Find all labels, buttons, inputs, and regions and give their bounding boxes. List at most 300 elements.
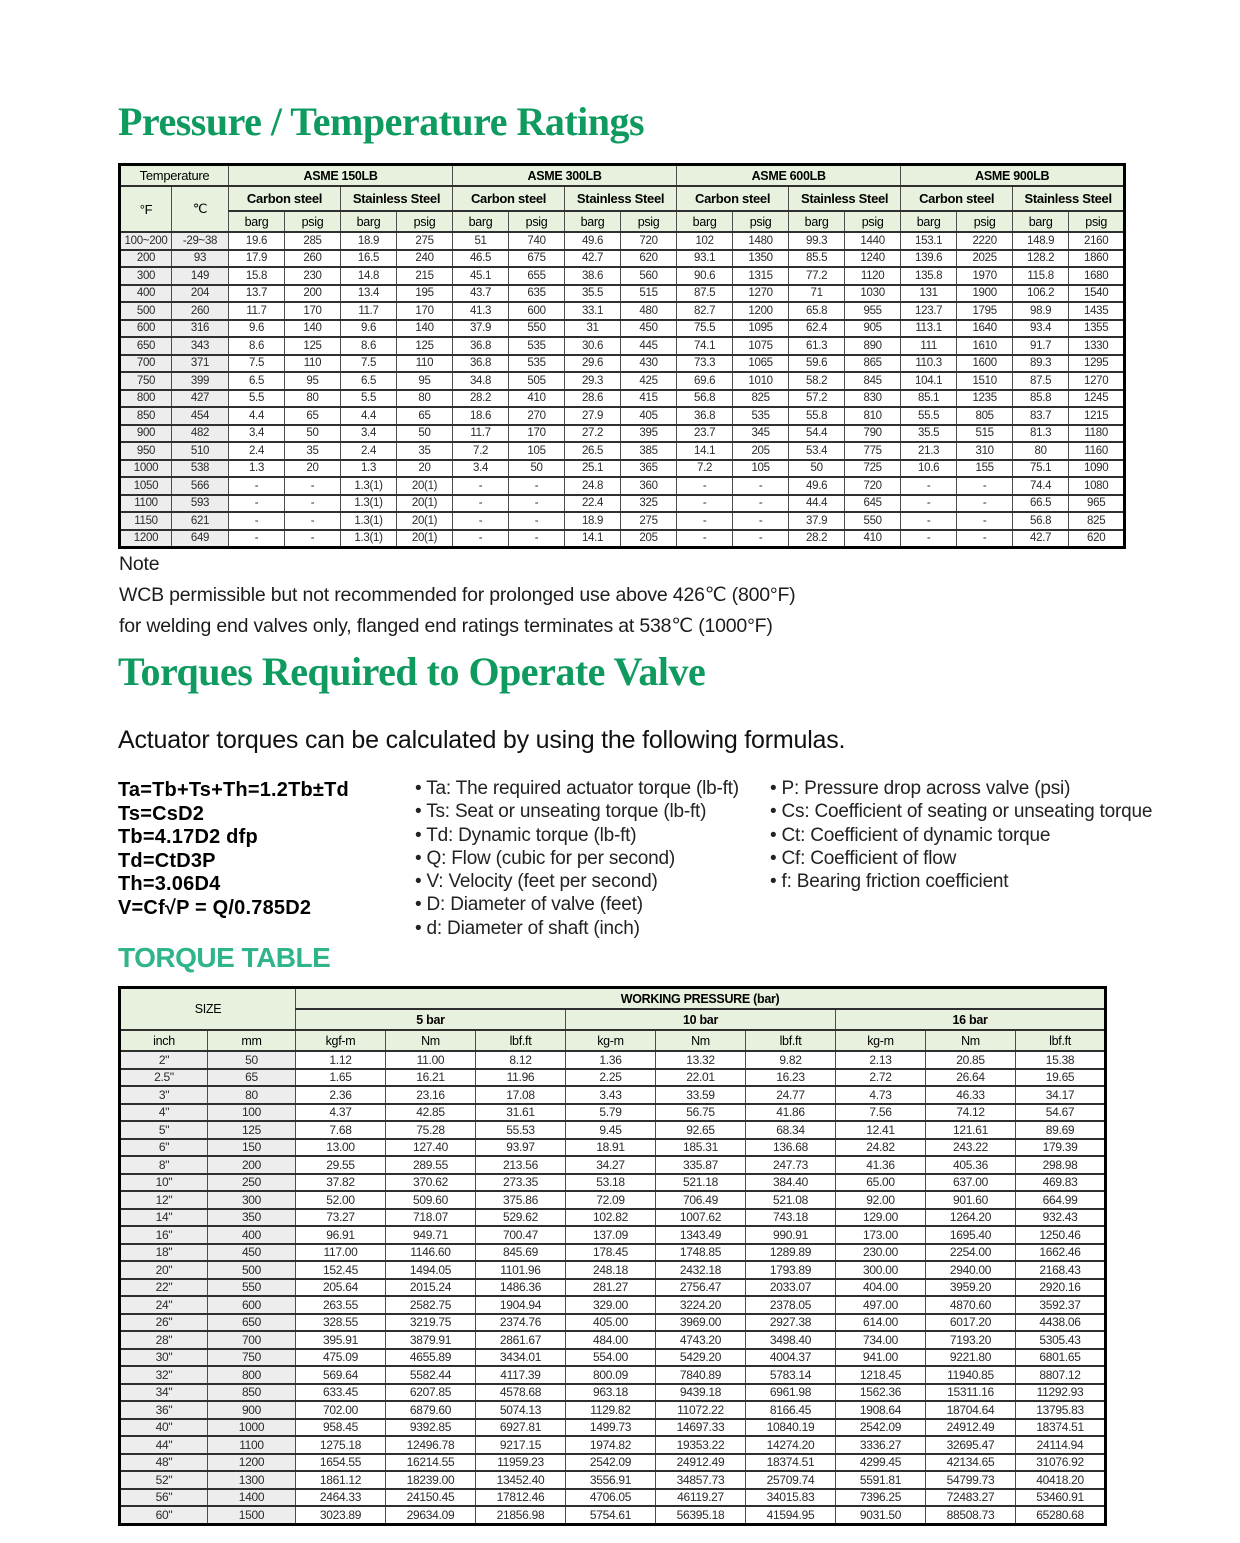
tq-value: 22.01	[656, 1069, 746, 1087]
pt-value: 535	[509, 337, 565, 355]
pt-value: 2025	[957, 250, 1013, 268]
pt-header-unit: barg	[565, 211, 621, 232]
pt-value: -	[677, 512, 733, 530]
tq-value: 1129.82	[566, 1401, 656, 1419]
pt-value: 9.6	[229, 320, 285, 338]
pt-value: -	[677, 477, 733, 495]
formula-line: Tb=4.17D2 dfp	[118, 826, 258, 849]
tq-value: 633.45	[296, 1384, 386, 1402]
tq-size-inch: 48"	[120, 1454, 208, 1472]
tq-value: 484.00	[566, 1331, 656, 1349]
tq-value: 4655.89	[386, 1349, 476, 1367]
tq-value: 53460.91	[1016, 1489, 1106, 1507]
tq-row	[120, 1086, 1106, 1104]
tq-size-inch: 12"	[120, 1191, 208, 1209]
tq-value: 18374.51	[746, 1454, 836, 1472]
tq-value: 15.38	[1016, 1051, 1106, 1069]
pt-value: 1.3(1)	[341, 530, 397, 548]
pt-temp-f: 200	[120, 250, 172, 268]
pt-value: 139.6	[901, 250, 957, 268]
pt-value: 56.8	[1013, 512, 1069, 530]
pt-value: 8.6	[229, 337, 285, 355]
pt-temp-f: 700	[120, 355, 172, 373]
pt-value: 20	[397, 460, 453, 478]
tq-value: 2378.05	[746, 1296, 836, 1314]
tq-value: 46119.27	[656, 1489, 746, 1507]
tq-value: 54799.73	[926, 1471, 1016, 1489]
tq-value: 117.00	[296, 1244, 386, 1262]
pt-value: 23.7	[677, 425, 733, 443]
pt-value: 720	[845, 477, 901, 495]
pt-temp-c: 427	[172, 390, 229, 408]
tq-value: 1250.46	[1016, 1226, 1106, 1244]
tq-value: 6879.60	[386, 1401, 476, 1419]
tq-value: 14274.20	[746, 1436, 836, 1454]
pt-temp-c: 343	[172, 337, 229, 355]
pt-value: 560	[621, 267, 677, 285]
pt-value: 11.7	[453, 425, 509, 443]
pt-value: 43.7	[453, 285, 509, 303]
pt-value: 275	[621, 512, 677, 530]
tq-value: 13.00	[296, 1139, 386, 1157]
pt-value: 75.1	[1013, 460, 1069, 478]
tq-value: 136.68	[746, 1139, 836, 1157]
tq-value: 475.09	[296, 1349, 386, 1367]
pt-value: 550	[845, 512, 901, 530]
tq-row	[120, 1069, 1106, 1087]
tq-value: 26.64	[926, 1069, 1016, 1087]
pt-value: 54.4	[789, 425, 845, 443]
pt-value: 1600	[957, 355, 1013, 373]
pt-value: 80	[1013, 442, 1069, 460]
pt-value: 131	[901, 285, 957, 303]
tq-value: 3969.00	[656, 1314, 746, 1332]
pt-value: 45.1	[453, 267, 509, 285]
pt-value: 49.6	[565, 232, 621, 250]
tq-value: 72483.27	[926, 1489, 1016, 1507]
tq-row	[120, 1296, 1106, 1314]
pt-value: 1240	[845, 250, 901, 268]
tq-value: 42134.65	[926, 1454, 1016, 1472]
pt-value: 1350	[733, 250, 789, 268]
pt-value: 1440	[845, 232, 901, 250]
tq-size-inch: 18"	[120, 1244, 208, 1262]
tq-value: 1861.12	[296, 1471, 386, 1489]
pt-value: 42.7	[565, 250, 621, 268]
pt-value: 325	[621, 495, 677, 513]
tq-value: 1908.64	[836, 1401, 926, 1419]
pt-value: 93.1	[677, 250, 733, 268]
tq-value: 31.61	[476, 1104, 566, 1122]
pt-value: 35	[397, 442, 453, 460]
pt-value: -	[509, 512, 565, 530]
pt-header-row-groups	[120, 165, 1125, 187]
tq-value: 9221.80	[926, 1349, 1016, 1367]
tq-value: 3023.89	[296, 1506, 386, 1524]
tq-size-mm: 65	[208, 1069, 296, 1087]
pt-value: -	[509, 530, 565, 548]
tq-value: 1904.94	[476, 1296, 566, 1314]
tq-value: 718.07	[386, 1209, 476, 1227]
pt-value: 1030	[845, 285, 901, 303]
tq-value: 1289.89	[746, 1244, 836, 1262]
tq-size-mm: 350	[208, 1209, 296, 1227]
tq-value: 7.56	[836, 1104, 926, 1122]
torque-table-body	[120, 1051, 1106, 1524]
pt-value: 1180	[1069, 425, 1125, 443]
pt-value: 515	[957, 425, 1013, 443]
pt-temp-f: 1100	[120, 495, 172, 513]
tq-header-unit: Nm	[656, 1030, 746, 1051]
pt-value: -	[901, 530, 957, 548]
pt-value: 1510	[957, 372, 1013, 390]
pt-value: 395	[621, 425, 677, 443]
pt-value: 16.5	[341, 250, 397, 268]
pt-temp-f: 100~200	[120, 232, 172, 250]
tq-value: 3434.01	[476, 1349, 566, 1367]
tq-value: 1562.36	[836, 1384, 926, 1402]
tq-size-mm: 300	[208, 1191, 296, 1209]
tq-value: 152.45	[296, 1261, 386, 1279]
formula-line: Td=CtD3P	[118, 849, 216, 872]
tq-value: 614.00	[836, 1314, 926, 1332]
tq-value: 11292.93	[1016, 1384, 1106, 1402]
tq-size-mm: 650	[208, 1314, 296, 1332]
pt-value: 505	[509, 372, 565, 390]
tq-value: 9031.50	[836, 1506, 926, 1524]
tq-value: 24.77	[746, 1086, 836, 1104]
pt-value: -	[285, 512, 341, 530]
tq-value: 15311.16	[926, 1384, 1016, 1402]
tq-value: 20.85	[926, 1051, 1016, 1069]
tq-size-mm: 850	[208, 1384, 296, 1402]
tq-value: 7.68	[296, 1121, 386, 1139]
tq-value: 958.45	[296, 1419, 386, 1437]
tq-value: 1654.55	[296, 1454, 386, 1472]
tq-value: 3336.27	[836, 1436, 926, 1454]
pt-value: -	[957, 512, 1013, 530]
tq-value: 6207.85	[386, 1384, 476, 1402]
pt-temp-c: 566	[172, 477, 229, 495]
tq-value: 24.82	[836, 1139, 926, 1157]
pt-row	[120, 337, 1125, 355]
tq-value: 17812.46	[476, 1489, 566, 1507]
torque-table	[118, 986, 1107, 1526]
tq-value: 1264.20	[926, 1209, 1016, 1227]
tq-header-unit: lbf.ft	[746, 1030, 836, 1051]
pt-temp-f: 650	[120, 337, 172, 355]
pt-value: 18.9	[341, 232, 397, 250]
pt-row	[120, 407, 1125, 425]
pt-value: 655	[509, 267, 565, 285]
pt-row	[120, 390, 1125, 408]
pt-row	[120, 425, 1125, 443]
tq-value: 9.45	[566, 1121, 656, 1139]
tq-value: 34015.83	[746, 1489, 836, 1507]
pt-value: 49.6	[789, 477, 845, 495]
pt-value: 810	[845, 407, 901, 425]
pt-value: 80	[285, 390, 341, 408]
tq-value: 405.36	[926, 1156, 1016, 1174]
pt-value: 125	[397, 337, 453, 355]
tq-value: 4578.68	[476, 1384, 566, 1402]
tq-value: 3556.91	[566, 1471, 656, 1489]
torque-table-heading: TORQUE TABLE	[118, 942, 331, 973]
tq-value: 10840.19	[746, 1419, 836, 1437]
tq-value: 8.12	[476, 1051, 566, 1069]
tq-value: 469.83	[1016, 1174, 1106, 1192]
tq-header-unit: lbf.ft	[476, 1030, 566, 1051]
tq-row	[120, 1384, 1106, 1402]
pt-value: 270	[509, 407, 565, 425]
tq-value: 75.28	[386, 1121, 476, 1139]
pt-temp-f: 500	[120, 302, 172, 320]
pt-temp-f: 950	[120, 442, 172, 460]
pt-value: 1330	[1069, 337, 1125, 355]
pt-value: 430	[621, 355, 677, 373]
tq-value: 1.65	[296, 1069, 386, 1087]
tq-row	[120, 1489, 1106, 1507]
pt-row	[120, 285, 1125, 303]
pt-value: 95	[397, 372, 453, 390]
tq-size-mm: 150	[208, 1139, 296, 1157]
pt-value: 128.2	[1013, 250, 1069, 268]
pt-value: 42.7	[1013, 530, 1069, 548]
tq-value: 1662.46	[1016, 1244, 1106, 1262]
tq-value: 2464.33	[296, 1489, 386, 1507]
tq-size-inch: 28"	[120, 1331, 208, 1349]
tq-value: 14697.33	[656, 1419, 746, 1437]
pt-value: 38.6	[565, 267, 621, 285]
pt-value: -	[229, 530, 285, 548]
tq-value: 273.35	[476, 1174, 566, 1192]
note-line: for welding end valves only, flanged end ratings terminates at 538℃ (1000°F)	[119, 615, 773, 637]
tq-value: 497.00	[836, 1296, 926, 1314]
pt-value: 155	[957, 460, 1013, 478]
tq-size-inch: 44"	[120, 1436, 208, 1454]
pt-value: 725	[845, 460, 901, 478]
pt-temp-c: 316	[172, 320, 229, 338]
tq-size-inch: 32"	[120, 1366, 208, 1384]
pt-value: 66.5	[1013, 495, 1069, 513]
torques-subtitle: Actuator torques can be calculated by using the following formulas.	[118, 726, 846, 754]
pt-value: 200	[285, 285, 341, 303]
pt-value: 37.9	[789, 512, 845, 530]
pt-value: 535	[733, 407, 789, 425]
pt-row	[120, 477, 1125, 495]
pt-value: 46.5	[453, 250, 509, 268]
pt-value: 1900	[957, 285, 1013, 303]
pt-value: 1010	[733, 372, 789, 390]
pt-value: 11.7	[229, 302, 285, 320]
tq-value: 37.82	[296, 1174, 386, 1192]
pt-temp-c: 510	[172, 442, 229, 460]
tq-value: 73.27	[296, 1209, 386, 1227]
tq-value: 88508.73	[926, 1506, 1016, 1524]
tq-value: 29.55	[296, 1156, 386, 1174]
tq-value: 19.65	[1016, 1069, 1106, 1087]
tq-value: 31076.92	[1016, 1454, 1106, 1472]
pt-temp-f: 800	[120, 390, 172, 408]
pt-value: 6.5	[341, 372, 397, 390]
pt-value: 1270	[1069, 372, 1125, 390]
tq-value: 41.86	[746, 1104, 836, 1122]
pt-value: 56.8	[677, 390, 733, 408]
tq-value: 3219.75	[386, 1314, 476, 1332]
pt-value: 50	[509, 460, 565, 478]
pt-value: 1065	[733, 355, 789, 373]
tq-value: 213.56	[476, 1156, 566, 1174]
tq-value: 329.00	[566, 1296, 656, 1314]
pt-value: 4.4	[341, 407, 397, 425]
pt-row	[120, 250, 1125, 268]
tq-size-inch: 30"	[120, 1349, 208, 1367]
pt-value: 3.4	[453, 460, 509, 478]
pressure-temperature-title: Pressure / Temperature Ratings	[118, 99, 645, 144]
tq-value: 2254.00	[926, 1244, 1016, 1262]
pt-header-unit: psig	[845, 211, 901, 232]
legend-column-right	[770, 777, 1152, 893]
pt-value: 89.3	[1013, 355, 1069, 373]
tq-value: 706.49	[656, 1191, 746, 1209]
pt-value: 1.3(1)	[341, 495, 397, 513]
pt-header-material: Carbon steel	[229, 186, 341, 211]
pt-value: 99.3	[789, 232, 845, 250]
legend-item: • f: Bearing friction coefficient	[770, 870, 1152, 893]
tq-value: 521.08	[746, 1191, 836, 1209]
legend-item: • P: Pressure drop across valve (psi)	[770, 777, 1152, 800]
tq-value: 2374.76	[476, 1314, 566, 1332]
pt-value: 285	[285, 232, 341, 250]
tq-value: 1.12	[296, 1051, 386, 1069]
tq-value: 3959.20	[926, 1279, 1016, 1297]
tq-row	[120, 1226, 1106, 1244]
tq-header-unit: inch	[120, 1030, 208, 1051]
tq-value: 4.37	[296, 1104, 386, 1122]
pt-value: 115.8	[1013, 267, 1069, 285]
tq-value: 19353.22	[656, 1436, 746, 1454]
pt-header-unit: psig	[285, 211, 341, 232]
tq-row	[120, 1436, 1106, 1454]
pt-value: 29.6	[565, 355, 621, 373]
pt-header-material: Stainless Steel	[565, 186, 677, 211]
pt-value: 170	[397, 302, 453, 320]
pt-value: -	[453, 512, 509, 530]
tq-value: 54.67	[1016, 1104, 1106, 1122]
tq-value: 734.00	[836, 1331, 926, 1349]
pt-value: 77.2	[789, 267, 845, 285]
pt-value: 1640	[957, 320, 1013, 338]
tq-value: 137.09	[566, 1226, 656, 1244]
pt-value: 85.1	[901, 390, 957, 408]
tq-value: 4870.60	[926, 1296, 1016, 1314]
tq-value: 34.17	[1016, 1086, 1106, 1104]
tq-value: 173.00	[836, 1226, 926, 1244]
pt-value: -	[733, 512, 789, 530]
tq-value: 1695.40	[926, 1226, 1016, 1244]
pt-value: 110.3	[901, 355, 957, 373]
pt-header-unit: psig	[397, 211, 453, 232]
pt-header-unit: barg	[677, 211, 733, 232]
pt-value: 1435	[1069, 302, 1125, 320]
pt-value: 111	[901, 337, 957, 355]
pt-value: 33.1	[565, 302, 621, 320]
tq-header-size: SIZE	[120, 988, 296, 1031]
tq-value: 963.18	[566, 1384, 656, 1402]
pt-value: 36.8	[453, 337, 509, 355]
pt-header-unit: psig	[621, 211, 677, 232]
pt-value: 805	[957, 407, 1013, 425]
tq-value: 16.21	[386, 1069, 476, 1087]
pt-value: 740	[509, 232, 565, 250]
tq-row	[120, 1366, 1106, 1384]
pt-row	[120, 530, 1125, 548]
tq-row	[120, 1454, 1106, 1472]
tq-value: 3592.37	[1016, 1296, 1106, 1314]
tq-value: 89.69	[1016, 1121, 1106, 1139]
pt-temp-c: 93	[172, 250, 229, 268]
tq-size-mm: 700	[208, 1331, 296, 1349]
tq-row	[120, 1419, 1106, 1437]
tq-value: 1499.73	[566, 1419, 656, 1437]
tq-value: 18.91	[566, 1139, 656, 1157]
tq-value: 68.34	[746, 1121, 836, 1139]
pt-value: 825	[733, 390, 789, 408]
pt-temp-f: 1150	[120, 512, 172, 530]
tq-value: 25709.74	[746, 1471, 836, 1489]
tq-header-pressure-group: 5 bar	[296, 1009, 566, 1030]
pt-value: 59.6	[789, 355, 845, 373]
pt-value: 1480	[733, 232, 789, 250]
pt-value: 1.3(1)	[341, 512, 397, 530]
pt-temp-c: 204	[172, 285, 229, 303]
tq-value: 2015.24	[386, 1279, 476, 1297]
pt-value: 1680	[1069, 267, 1125, 285]
pt-header-unit: psig	[733, 211, 789, 232]
pt-value: 9.6	[341, 320, 397, 338]
pt-value: 57.2	[789, 390, 845, 408]
tq-value: 92.00	[836, 1191, 926, 1209]
tq-value: 53.18	[566, 1174, 656, 1192]
pt-value: 30.6	[565, 337, 621, 355]
tq-value: 92.65	[656, 1121, 746, 1139]
pt-row	[120, 372, 1125, 390]
tq-value: 7396.25	[836, 1489, 926, 1507]
pt-temp-c: 454	[172, 407, 229, 425]
pt-value: 360	[621, 477, 677, 495]
pt-header-unit: barg	[341, 211, 397, 232]
pt-value: 675	[509, 250, 565, 268]
pt-value: 65	[285, 407, 341, 425]
tq-value: 8166.45	[746, 1401, 836, 1419]
pt-value: 153.1	[901, 232, 957, 250]
legend-item: • Td: Dynamic torque (lb-ft)	[415, 824, 739, 847]
pt-value: 2.4	[229, 442, 285, 460]
tq-size-inch: 5"	[120, 1121, 208, 1139]
pt-value: 34.8	[453, 372, 509, 390]
tq-value: 2033.07	[746, 1279, 836, 1297]
tq-value: 1748.85	[656, 1244, 746, 1262]
tq-value: 5429.20	[656, 1349, 746, 1367]
tq-value: 3498.40	[746, 1331, 836, 1349]
legend-item: • Q: Flow (cubic for per second)	[415, 847, 739, 870]
tq-value: 16.23	[746, 1069, 836, 1087]
pt-value: 365	[621, 460, 677, 478]
tq-value: 23.16	[386, 1086, 476, 1104]
formula-list	[118, 779, 349, 921]
note-label: Note	[119, 553, 160, 575]
pt-value: 14.1	[677, 442, 733, 460]
